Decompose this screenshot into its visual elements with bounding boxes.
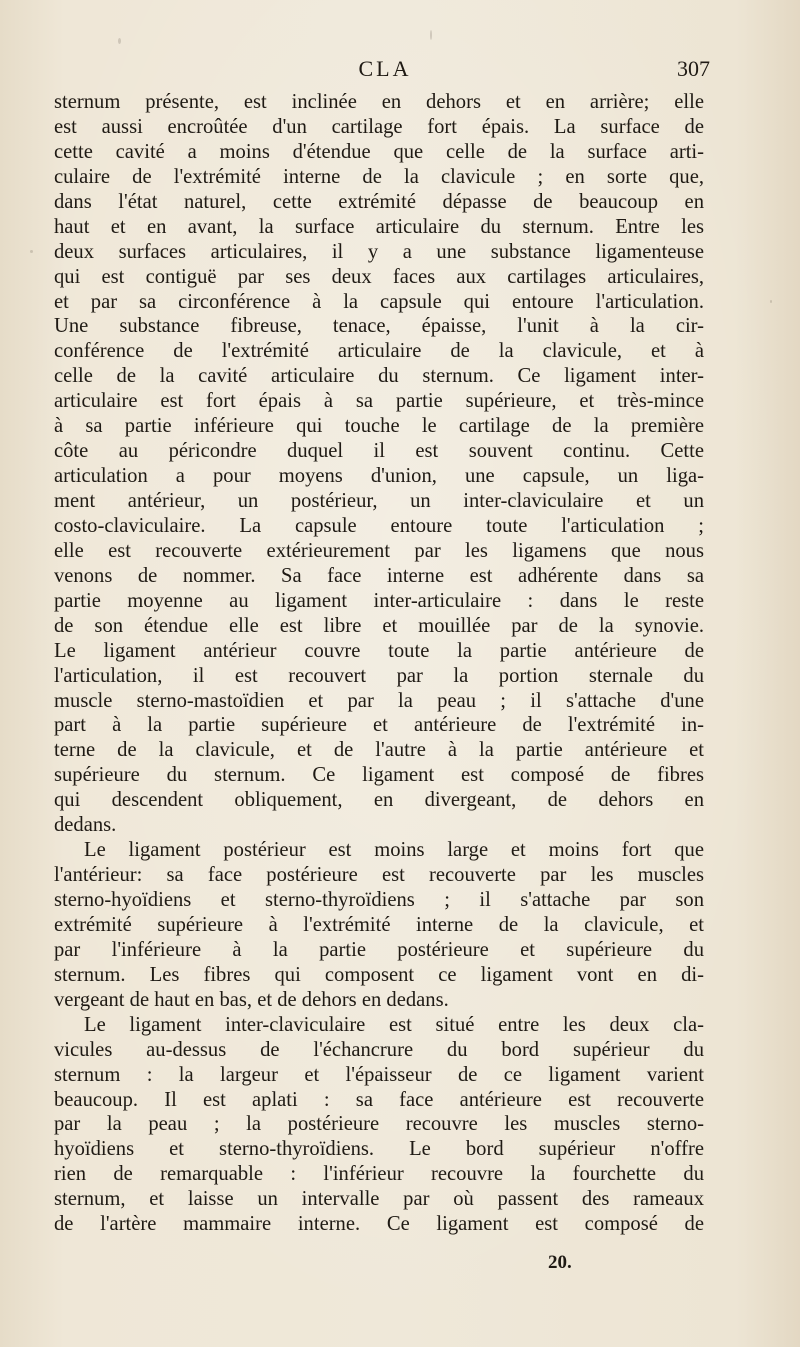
text-line: qui est contiguë par ses deux faces aux cartilages articulaires, — [54, 265, 704, 288]
paragraph — [54, 90, 704, 838]
text-line: de l'artère mammaire interne. Ce ligament est composé de — [54, 1213, 704, 1236]
text-line: sternum. Les fibres qui composent ce ligament vont en di- — [54, 963, 704, 986]
text-line: sternum : la largeur et l'épaisseur de ce ligament varient — [54, 1063, 704, 1086]
paragraph — [54, 838, 704, 1013]
paper-speck — [118, 38, 121, 44]
text-line: Une substance fibreuse, tenace, épaisse, l'unit à la cir- — [54, 315, 704, 338]
paper-speck — [770, 300, 772, 303]
text-line: vicules au-dessus de l'échancrure du bord supérieur du — [54, 1038, 704, 1061]
text-line: haut et en avant, la surface articulaire du sternum. Entre les — [54, 215, 704, 238]
page-title: CLA — [358, 56, 412, 81]
text-line: de son étendue elle est libre et mouillée par de la synovie. — [54, 614, 704, 637]
text-line: par la peau ; la postérieure recouvre les muscles sterno- — [54, 1113, 704, 1136]
paper-speck — [30, 250, 33, 253]
text-line: partie moyenne au ligament inter-articulaire : dans le reste — [54, 589, 704, 612]
text-line: articulation a pour moyens d'union, une capsule, un liga- — [54, 465, 704, 488]
text-line: vergeant de haut en bas, et de dehors en dedans. — [54, 988, 449, 1011]
text-line: elle est recouverte extérieurement par les ligamens que nous — [54, 539, 704, 562]
running-head — [60, 56, 710, 86]
text-line: par l'inférieure à la partie postérieure et supérieure du — [54, 938, 704, 961]
text-line: ment antérieur, un postérieur, un inter-claviculaire et un — [54, 490, 704, 512]
text-line: sternum, et laisse un intervalle par où passent des rameaux — [54, 1188, 704, 1211]
text-line: qui descendent obliquement, en divergeant, de dehors en — [54, 789, 704, 812]
text-line: Le ligament antérieur couvre toute la partie antérieure de — [54, 639, 704, 662]
text-line: cette cavité a moins d'étendue que celle de la surface arti- — [54, 140, 704, 163]
text-line: rien de remarquable : l'inférieur recouvre la fourchette du — [54, 1163, 704, 1186]
text-line: beaucoup. Il est aplati : sa face antérieure est recouverte — [54, 1088, 704, 1111]
text-line: conférence de l'extrémité articulaire de la clavicule, et à — [54, 340, 704, 363]
text-line: est aussi encroûtée d'un cartilage fort épais. La surface de — [54, 115, 704, 138]
text-line: dans l'état naturel, cette extrémité dépasse de beaucoup en — [54, 190, 704, 213]
text-line: sterno-hyoïdiens et sterno-thyroïdiens ; il s'attache par son — [54, 889, 704, 911]
text-line: et par sa circonférence à la capsule qui entoure l'articulation. — [54, 290, 704, 313]
text-line: sternum présente, est inclinée en dehors et en arrière; elle — [54, 91, 704, 113]
text-line: muscle sterno-mastoïdien et par la peau ; il s'attache d'une — [54, 689, 704, 712]
text-line: l'articulation, il est recouvert par la portion sternale du — [54, 664, 704, 687]
text-line: articulaire est fort épais à sa partie supérieure, et très-mince — [54, 390, 704, 413]
body-text — [54, 90, 704, 1237]
paper-speck — [430, 30, 432, 40]
text-line: extrémité supérieure à l'extrémité interne de la clavicule, et — [54, 913, 704, 936]
text-line: hyoïdiens et sterno-thyroïdiens. Le bord supérieur n'offre — [54, 1138, 704, 1161]
text-line: deux surfaces articulaires, il y a une substance ligamenteuse — [54, 240, 704, 263]
text-line: à sa partie inférieure qui touche le cartilage de la première — [54, 415, 704, 438]
text-line: supérieure du sternum. Ce ligament est composé de fibres — [54, 764, 704, 787]
signature-mark: 20. — [548, 1252, 572, 1273]
text-line: Le ligament inter-claviculaire est situé entre les deux cla- — [84, 1013, 704, 1036]
text-line: venons de nommer. Sa face interne est adhérente dans sa — [54, 564, 704, 587]
page-number: 307 — [677, 56, 710, 81]
text-line: terne de la clavicule, et de l'autre à la partie antérieure et — [54, 739, 704, 762]
text-line: Le ligament postérieur est moins large et moins fort que — [84, 839, 704, 862]
text-line: culaire de l'extrémité interne de la clavicule ; en sorte que, — [54, 165, 704, 188]
text-line: dedans. — [54, 814, 117, 837]
text-line: celle de la cavité articulaire du sternum. Ce ligament inter- — [54, 365, 704, 388]
text-line: part à la partie supérieure et antérieure de l'extrémité in- — [54, 714, 704, 737]
text-line: costo-claviculaire. La capsule entoure toute l'articulation ; — [54, 514, 704, 537]
text-line: l'antérieur: sa face postérieure est recouverte par les muscles — [54, 864, 704, 887]
paragraph — [54, 1013, 704, 1237]
text-line: côte au péricondre duquel il est souvent continu. Cette — [54, 440, 704, 463]
